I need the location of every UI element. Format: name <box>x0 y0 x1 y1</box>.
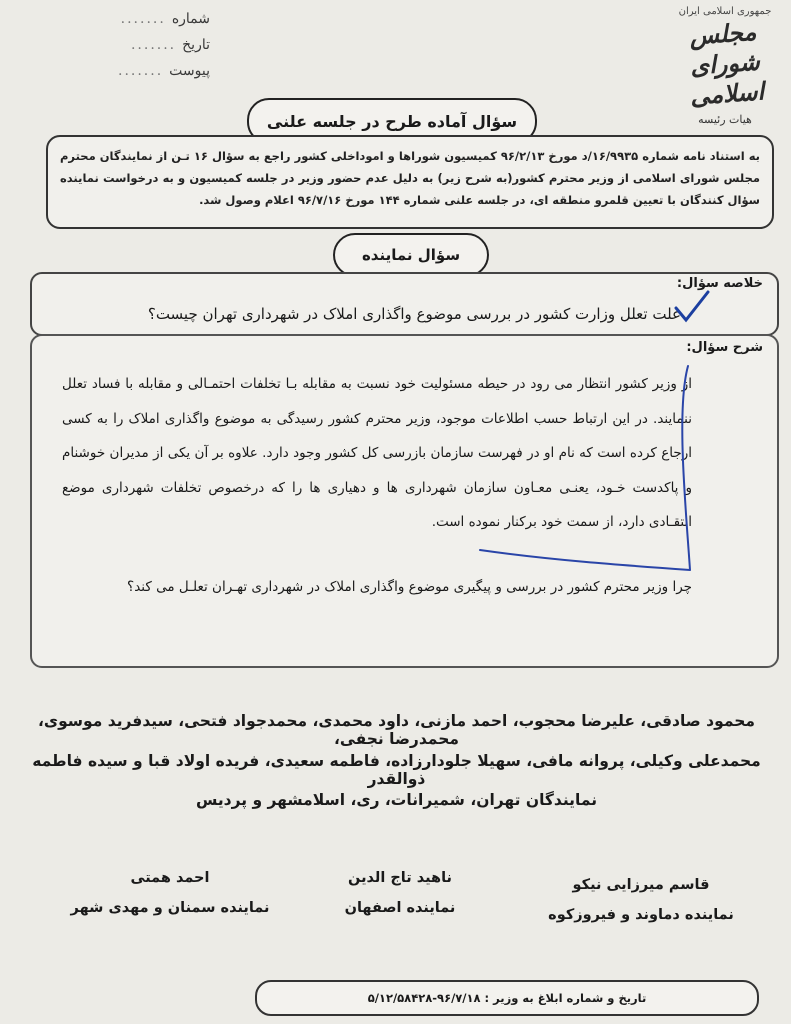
logo-sub-text: هیات رئیسه <box>698 113 752 126</box>
attachment-label: پیوست <box>169 63 210 79</box>
footer-notification: تاریخ و شماره ابلاغ به وزیر : ۹۶/۷/۱۸-۵/۱۲/۵۸۴۲۸ <box>255 980 759 1016</box>
representative-question-title: سؤال نماینده <box>333 233 489 277</box>
attachment-field <box>118 58 210 84</box>
signature-block <box>300 863 500 923</box>
signatory-name: احمد همتی <box>130 870 210 886</box>
signatory-role: نماینده اصفهان <box>344 900 456 916</box>
summary-box <box>30 272 779 336</box>
signature-block <box>50 863 290 923</box>
date-dots: ....... <box>130 37 177 53</box>
signatory-name: قاسم میرزایی نیکو <box>572 877 710 893</box>
number-label: شماره <box>171 11 210 27</box>
signatories-line-2: محمدعلی وکیلی، پروانه مافی، سهیلا جلودارزاده، فاطمه سعیدی، فریده اولاد قبا و سیده فاطمه ذوالقدر <box>32 752 761 788</box>
description-question: چرا وزیر محترم کشور در بررسی و پیگیری موضوع واگذاری املاک در شهرداری تهـران تعلـل می کند؟ <box>127 579 692 595</box>
document-meta <box>118 6 210 84</box>
parliament-logo <box>665 6 785 126</box>
attachment-dots: ....... <box>118 63 164 79</box>
date-label: تاریخ <box>182 37 210 53</box>
number-dots: ....... <box>120 11 166 27</box>
intro-text: به استناد نامه شماره ۱۶/۹۹۳۵/د مورخ ۹۶/۲/۱۳ کمیسیون شوراها و اموداخلی کشور راجع به سؤال ۱۶ تـن از نمایندگان محترم مجلس شورای اسلامی از وزیر محترم کشور(به شرح زیر) به دلیل عدم حضور وزیر در جلسه کمیسیون و به درخواست نماینده سؤال کنندگان با تعیین قلمرو منطقه ای، در جلسه علنی شماره ۱۴۴ مورخ ۹۶/۷/۱۶ اعلام وصول شد. <box>60 149 760 207</box>
logo-main-text: مجلس شورای اسلامی <box>688 16 765 111</box>
signature-block <box>531 870 751 930</box>
description-label: شرح سؤال: <box>686 340 763 355</box>
signatory-role: نماینده سمنان و مهدی شهر <box>70 900 270 916</box>
date-field <box>118 32 210 58</box>
signatories-line-1: محمود صادقی، علیرضا محجوب، احمد مازنی، داود محمدی، محمدجواد فتحی، سیدفرید موسوی، محمدرضا نجفی، <box>37 712 756 748</box>
pen-bracket-mark <box>470 360 700 580</box>
page-title: سؤال آماده طرح در جلسه علنی <box>247 98 537 144</box>
signatory-name: ناهید تاج الدین <box>348 870 452 886</box>
number-field <box>118 6 210 32</box>
description-paragraph: از وزیر کشور انتظار می رود در حیطه مسئولیت خود نسبت به مقابله بـا تخلفات احتمـالی و مقابله با فساد تعلل ننمایند. در این ارتباط حسب اطلاعات موجود، وزیر محترم کشور رسیدگی به موضوع واگذاری املاک را به کسی ارجاع کرده است که نام او در فهرست سازمان بازرسی کل کشور وجود دارد. علاوه بر آن یکی از مدیران خوشنام و پاکدست خـود، یعنـی معـاون سازمان شهرداری ها و دهیاری ها را که درخصوص تخلفات شهرداری موضع انتقـادی دارد، از سمت خود برکنار نموده است. <box>62 376 692 530</box>
logo-small-text: جمهوری اسلامی ایران <box>678 6 772 17</box>
summary-text: علت تعلل وزارت کشور در بررسی موضوع واگذاری املاک در شهرداری تهران چیست؟ <box>147 305 681 323</box>
signatory-role: نماینده دماوند و فیروزکوه <box>548 907 734 923</box>
checkmark-icon <box>672 288 712 324</box>
signatories-constituency: نمایندگان تهران، شمیرانات، ری، اسلامشهر و پردیس <box>195 791 598 809</box>
summary-label: خلاصه سؤال: <box>676 276 763 291</box>
